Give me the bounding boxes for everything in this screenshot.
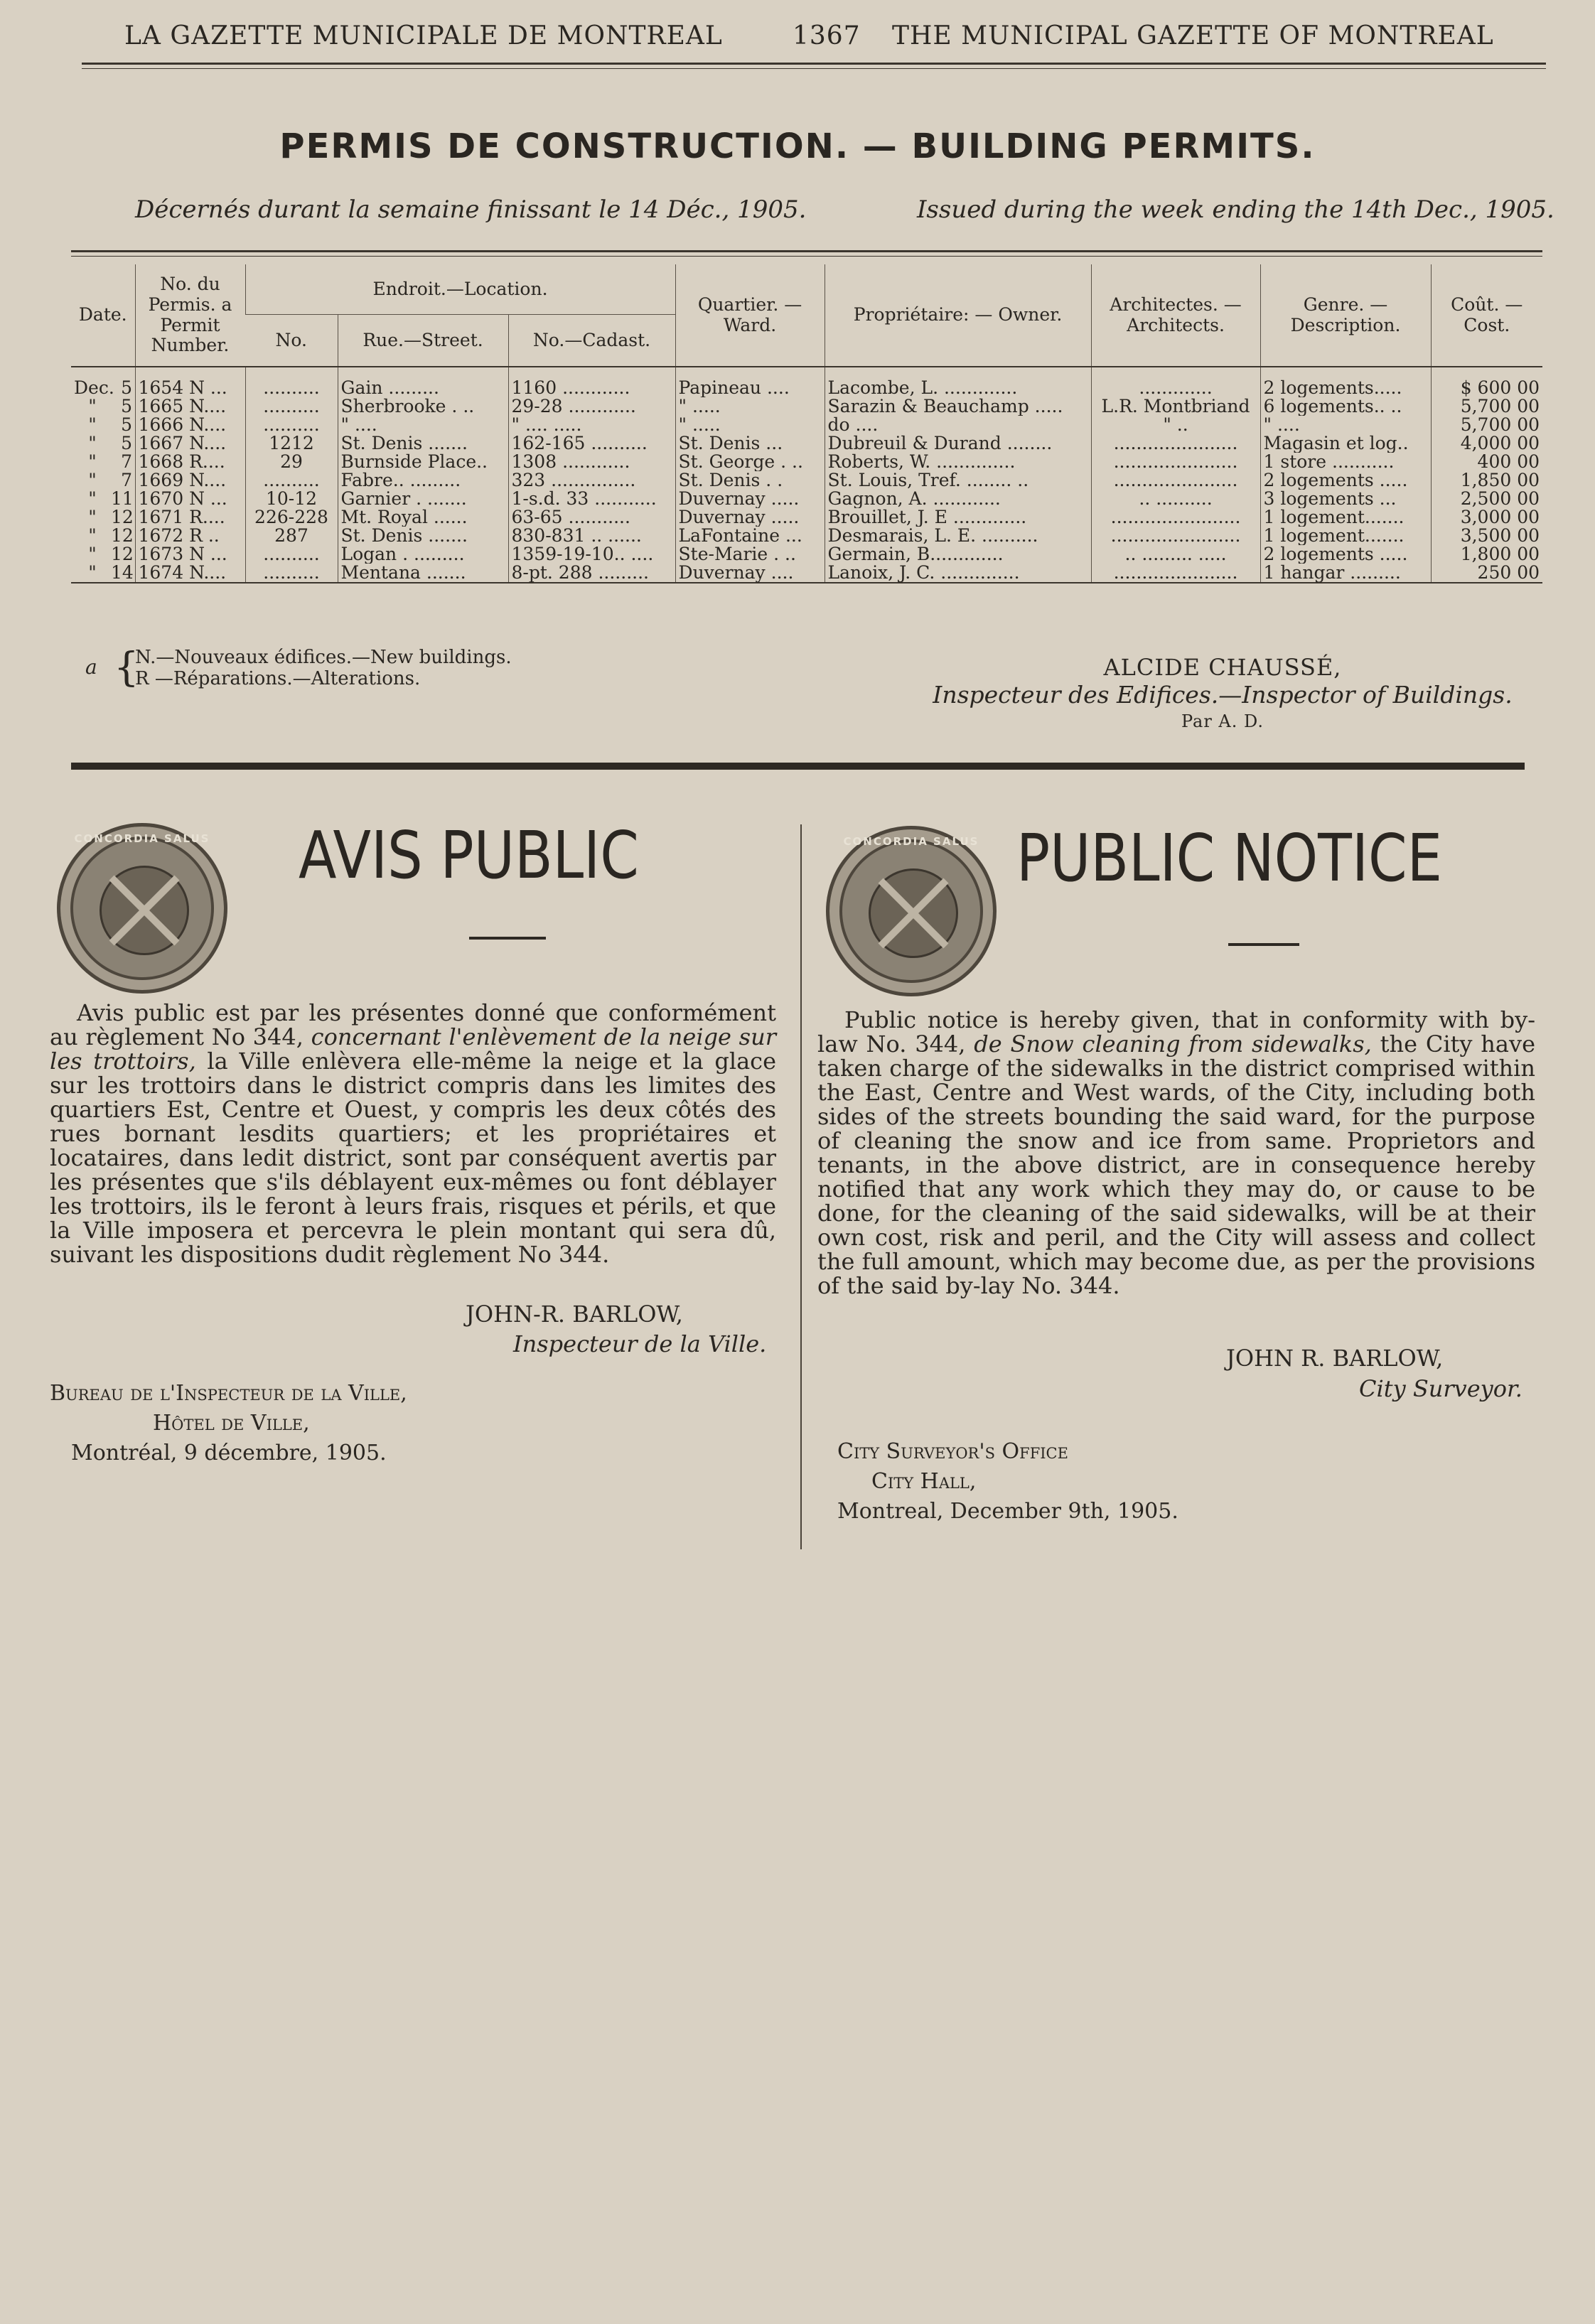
- legend-repairs: R —Réparations.—Alterations.: [135, 668, 421, 689]
- row-date: [71, 545, 135, 564]
- header-right: THE MUNICIPAL GAZETTE OF MONTREAL: [892, 21, 1494, 50]
- row-date: [71, 527, 135, 545]
- legend-brace: {: [114, 645, 139, 691]
- inspector-title: Inspecteur des Edifices.—Inspector of Buildings.: [933, 681, 1513, 709]
- row-day: 5: [121, 377, 132, 397]
- row-ward: Duvernay .....: [675, 490, 825, 508]
- col-date: Date.: [78, 304, 127, 326]
- row-ward: St. George . ..: [675, 453, 825, 471]
- row-day: 14: [111, 564, 134, 583]
- row-description: 6 logements.. ..: [1260, 397, 1431, 416]
- row-cost: 250 00: [1431, 564, 1542, 583]
- row-date: [71, 471, 135, 490]
- row-description: 2 logements .....: [1260, 471, 1431, 490]
- row-date: [71, 367, 135, 397]
- row-cadast: 1308 ............: [508, 453, 675, 471]
- table-row: [71, 564, 1542, 583]
- row-ward: Duvernay ....: [675, 564, 825, 583]
- section-divider: [71, 763, 1525, 770]
- row-ward: Ste-Marie . ..: [675, 545, 825, 564]
- row-month: ": [88, 527, 97, 545]
- row-month: ": [88, 545, 97, 564]
- row-owner: Lacombe, L. .............: [825, 367, 1091, 397]
- row-street: Burnside Place..: [338, 453, 508, 471]
- row-cost: 5,700 00: [1431, 397, 1542, 416]
- table-row: [71, 397, 1542, 416]
- col-architects: Architectes. — Architects.: [1091, 264, 1260, 367]
- row-date: [71, 434, 135, 453]
- col-location: Endroit.—Location.: [245, 264, 675, 315]
- row-day: 5: [121, 434, 132, 453]
- row-permit: 1672 R ..: [135, 527, 245, 545]
- row-description: 1 logement.......: [1260, 527, 1431, 545]
- row-description: " ....: [1260, 416, 1431, 434]
- row-cadast: 162-165 ..........: [508, 434, 675, 453]
- row-architect: .............: [1091, 367, 1260, 397]
- row-owner: Dubreuil & Durand ........: [825, 434, 1091, 453]
- inspector-name: ALCIDE CHAUSSÉ,: [1103, 654, 1342, 681]
- row-cadast: 8-pt. 288 .........: [508, 564, 675, 583]
- permits-table: [71, 264, 1542, 583]
- table-row: [71, 508, 1542, 527]
- row-description: 1 hangar .........: [1260, 564, 1431, 583]
- row-day: 7: [121, 453, 132, 471]
- row-cadast: 63-65 ...........: [508, 508, 675, 527]
- row-no: ..........: [245, 545, 338, 564]
- row-no: 1212: [245, 434, 338, 453]
- row-permit: 1669 N....: [135, 471, 245, 490]
- row-street: Mentana .......: [338, 564, 508, 583]
- row-permit: 1654 N ...: [135, 367, 245, 397]
- row-ward: St. Denis ...: [675, 434, 825, 453]
- col-permit: No. du Permis. a Permit Number.: [135, 264, 245, 367]
- notice-office: City Surveyor's Office City Hall, Montreal, December 9th, 1905.: [837, 1439, 1178, 1524]
- row-description: 3 logements ...: [1260, 490, 1431, 508]
- col-cost: Coût. — Cost.: [1431, 264, 1542, 367]
- table-row: [71, 545, 1542, 564]
- row-day: 5: [121, 397, 132, 416]
- row-no: 10-12: [245, 490, 338, 508]
- row-description: 2 logements .....: [1260, 545, 1431, 564]
- row-ward: " .....: [675, 397, 825, 416]
- table-row: [71, 453, 1542, 471]
- row-cadast: " .... .....: [508, 416, 675, 434]
- row-date: [71, 416, 135, 434]
- row-no: 29: [245, 453, 338, 471]
- row-description: 1 store ...........: [1260, 453, 1431, 471]
- row-day: 12: [111, 545, 134, 564]
- permits-issued-fr: Décernés durant la semaine finissant le 14 Déc., 1905.: [135, 195, 807, 224]
- row-cost: 3,000 00: [1431, 508, 1542, 527]
- row-street: Sherbrooke . ..: [338, 397, 508, 416]
- row-architect: ......................: [1091, 453, 1260, 471]
- legend-new: N.—Nouveaux édifices.—New buildings.: [135, 647, 512, 668]
- row-architect: .......................: [1091, 527, 1260, 545]
- row-ward: LaFontaine ...: [675, 527, 825, 545]
- row-cadast: 1359-19-10.. ....: [508, 545, 675, 564]
- column-separator: [800, 824, 802, 1549]
- row-permit: 1668 R....: [135, 453, 245, 471]
- header-rule: [82, 63, 1546, 65]
- row-day: 5: [121, 416, 132, 434]
- row-month: ": [88, 416, 97, 434]
- notice-signer-title: City Surveyor.: [1359, 1375, 1522, 1402]
- row-architect: ......................: [1091, 471, 1260, 490]
- table-top-rule-thin: [71, 256, 1542, 257]
- row-no: ..........: [245, 416, 338, 434]
- row-architect: .. ..........: [1091, 490, 1260, 508]
- row-street: Logan . .........: [338, 545, 508, 564]
- row-cost: 1,800 00: [1431, 545, 1542, 564]
- row-permit: 1670 N ...: [135, 490, 245, 508]
- page-number: 1367: [793, 21, 861, 50]
- row-date: [71, 453, 135, 471]
- row-no: ..........: [245, 564, 338, 583]
- row-street: " ....: [338, 416, 508, 434]
- avis-signer: JOHN-R. BARLOW,: [466, 1301, 683, 1328]
- row-month: ": [88, 434, 97, 453]
- table-row: [71, 471, 1542, 490]
- row-cost: 2,500 00: [1431, 490, 1542, 508]
- row-owner: Desmarais, L. E. ..........: [825, 527, 1091, 545]
- row-owner: do ....: [825, 416, 1091, 434]
- permits-body: [71, 367, 1542, 583]
- row-description: Magasin et log..: [1260, 434, 1431, 453]
- table-row: [71, 367, 1542, 397]
- row-date: [71, 397, 135, 416]
- row-cadast: 1160 ............: [508, 367, 675, 397]
- row-owner: Sarazin & Beauchamp .....: [825, 397, 1091, 416]
- row-owner: Brouillet, J. E .............: [825, 508, 1091, 527]
- row-street: St. Denis .......: [338, 527, 508, 545]
- header-left: LA GAZETTE MUNICIPALE DE MONTREAL: [124, 21, 723, 50]
- legend-marker: a: [85, 655, 97, 679]
- row-architect: " ..: [1091, 416, 1260, 434]
- avis-body: Avis public est par les présentes donné que conformément au règlement No 344, concernant l'enlèvement de la neige sur les trottoirs, la Ville enlèvera elle-même la neige et la glace sur les trottoirs dans le district compris dans les limites des quartiers Est, Centre et Ouest, y compris les deux côtés des rues bornant lesdits quartiers; et les propriétaires et locataires, dans ledit district, sont par conséquent avertis par les présentes que s'ils déblayent eux-mêmes ou font déblayer les trottoirs, ils le feront à leurs frais, risques et périls, et que la Ville imposera et percevra le plein montant qui sera dû, suivant les dispositions dudit règlement No 344.: [50, 999, 777, 1268]
- row-date: [71, 508, 135, 527]
- row-street: Garnier . .......: [338, 490, 508, 508]
- row-permit: 1673 N ...: [135, 545, 245, 564]
- col-description: Genre. — Description.: [1260, 264, 1431, 367]
- city-seal-left: CONCORDIA SALUS: [57, 823, 227, 994]
- notice-body: Public notice is hereby given, that in conformity with by-law No. 344, de Snow cleaning from sidewalks, the City have taken charge of the sidewalks in the district comprised within the East, Centre and West wards, of the City, including both sides of the streets bounding the said ward, for the purpose of cleaning the snow and ice from same. Proprietors and tenants, in the above district, are in consequence hereby notified that any work which they may do, or cause to be done, for the cleaning of the said sidewalks, will be at their own cost, risk and peril, and the City will assess and collect the full amount, which may become due, as per the provisions of the said by-lay No. 344.: [817, 1006, 1536, 1299]
- row-cost: 4,000 00: [1431, 434, 1542, 453]
- row-cost: 5,700 00: [1431, 416, 1542, 434]
- notice-title: PUBLIC NOTICE: [1016, 820, 1443, 896]
- row-ward: Papineau ....: [675, 367, 825, 397]
- row-month: ": [88, 490, 97, 508]
- col-cadast: No.—Cadast.: [508, 315, 675, 367]
- row-architect: L.R. Montbriand: [1091, 397, 1260, 416]
- row-description: 1 logement.......: [1260, 508, 1431, 527]
- row-cost: $ 600 00: [1431, 367, 1542, 397]
- row-cadast: 323 ...............: [508, 471, 675, 490]
- notice-signer: JOHN R. BARLOW,: [1226, 1345, 1444, 1372]
- header-rule-thin: [82, 68, 1546, 69]
- row-month: Dec.: [74, 377, 114, 397]
- row-permit: 1671 R....: [135, 508, 245, 527]
- avis-office: Bureau de l'Inspecteur de la Ville, Hôtel de Ville, Montréal, 9 décembre, 1905.: [50, 1381, 407, 1465]
- row-owner: St. Louis, Tref. ........ ..: [825, 471, 1091, 490]
- row-cadast: 29-28 ............: [508, 397, 675, 416]
- row-cost: 400 00: [1431, 453, 1542, 471]
- row-permit: 1666 N....: [135, 416, 245, 434]
- row-no: ..........: [245, 397, 338, 416]
- row-month: ": [88, 564, 97, 583]
- row-permit: 1665 N....: [135, 397, 245, 416]
- row-no: 226-228: [245, 508, 338, 527]
- row-description: 2 logements.....: [1260, 367, 1431, 397]
- row-date: [71, 564, 135, 583]
- row-no: ..........: [245, 471, 338, 490]
- row-street: Fabre.. .........: [338, 471, 508, 490]
- row-no: 287: [245, 527, 338, 545]
- row-street: Gain .........: [338, 367, 508, 397]
- col-no: No.: [245, 315, 338, 367]
- inspector-signature: [903, 654, 1542, 731]
- row-cost: 3,500 00: [1431, 527, 1542, 545]
- row-ward: Duvernay .....: [675, 508, 825, 527]
- row-street: Mt. Royal ......: [338, 508, 508, 527]
- row-ward: " .....: [675, 416, 825, 434]
- row-permit: 1667 N....: [135, 434, 245, 453]
- table-row: [71, 416, 1542, 434]
- table-row: [71, 434, 1542, 453]
- row-owner: Gagnon, A. ............: [825, 490, 1091, 508]
- row-owner: Lanoix, J. C. ..............: [825, 564, 1091, 583]
- row-street: St. Denis .......: [338, 434, 508, 453]
- avis-rule: [469, 937, 546, 940]
- permits-issued-en: Issued during the week ending the 14th Dec., 1905.: [917, 195, 1554, 224]
- row-ward: St. Denis . .: [675, 471, 825, 490]
- permits-title: PERMIS DE CONSTRUCTION. — BUILDING PERMITS.: [279, 127, 1316, 166]
- row-cadast: 830-831 .. ......: [508, 527, 675, 545]
- row-permit: 1674 N....: [135, 564, 245, 583]
- avis-title: AVIS PUBLIC: [299, 817, 639, 893]
- row-cadast: 1-s.d. 33 ...........: [508, 490, 675, 508]
- row-date: [71, 490, 135, 508]
- row-day: 11: [111, 490, 134, 508]
- row-no: ..........: [245, 367, 338, 397]
- col-ward: Quartier. — Ward.: [675, 264, 825, 367]
- inspector-per: Par A. D.: [1181, 711, 1264, 731]
- table-top-rule: [71, 250, 1542, 252]
- row-cost: 1,850 00: [1431, 471, 1542, 490]
- row-owner: Germain, B.............: [825, 545, 1091, 564]
- row-month: ": [88, 508, 97, 527]
- row-architect: ......................: [1091, 564, 1260, 583]
- row-architect: .......................: [1091, 508, 1260, 527]
- table-row: [71, 527, 1542, 545]
- col-street: Rue.—Street.: [338, 315, 508, 367]
- avis-signer-title: Inspecteur de la Ville.: [513, 1330, 767, 1357]
- row-month: ": [88, 471, 97, 490]
- col-owner: Propriétaire: — Owner.: [825, 264, 1091, 367]
- row-month: ": [88, 453, 97, 471]
- row-architect: ......................: [1091, 434, 1260, 453]
- row-architect: .. ......... .....: [1091, 545, 1260, 564]
- row-day: 12: [111, 508, 134, 527]
- row-owner: Roberts, W. ..............: [825, 453, 1091, 471]
- city-seal-right: CONCORDIA SALUS: [826, 826, 997, 996]
- table-row: [71, 490, 1542, 508]
- row-day: 12: [111, 527, 134, 545]
- notice-rule: [1228, 943, 1299, 946]
- row-month: ": [88, 397, 97, 416]
- row-day: 7: [121, 471, 132, 490]
